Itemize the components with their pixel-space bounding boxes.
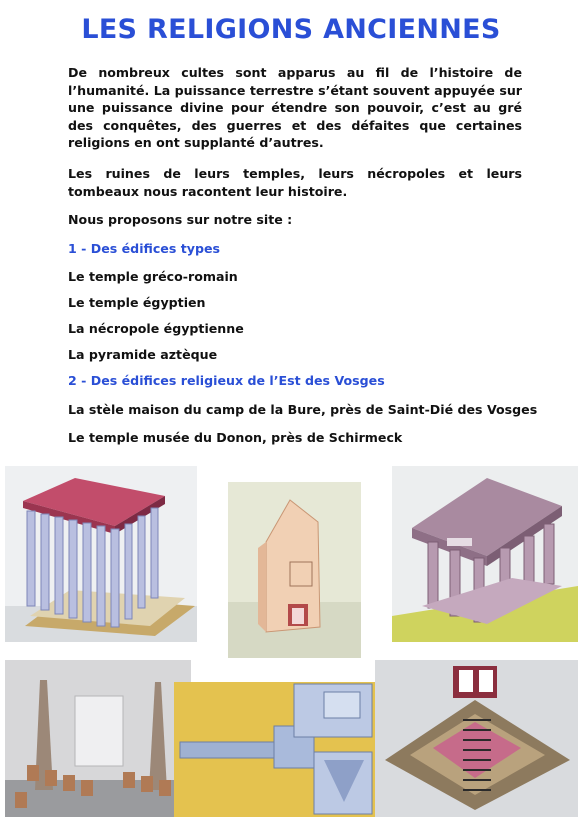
greco-roman-temple-photo xyxy=(5,466,197,642)
list-item: Le temple gréco-romain xyxy=(68,269,238,284)
section1-heading: 1 - Des édifices types xyxy=(68,241,221,256)
list-item: La stèle maison du camp de la Bure, près de Saint-Dié des Vosges xyxy=(68,402,538,417)
list-item: La pyramide aztèque xyxy=(68,347,218,362)
proposal-line: Nous proposons sur notre site : xyxy=(68,212,293,227)
egyptian-temple-photo xyxy=(5,660,191,817)
list-item: Le temple musée du Donon, près de Schirmeck xyxy=(68,430,403,445)
egyptian-necropolis-photo xyxy=(174,682,375,817)
page-title: LES RELIGIONS ANCIENNES xyxy=(81,14,501,45)
aztec-pyramid-photo xyxy=(375,660,578,817)
stele-house-photo xyxy=(228,482,361,658)
donon-temple-photo xyxy=(392,466,578,642)
intro-paragraph: De nombreux cultes sont apparus au fil de l’histoire de l’humanité. La puissance terrestre s’étant souvent appuyée sur une puissance divine pour étendre son pouvoir, c’est au gré des conquêtes, des guerres et des défaites que certaines religions en ont supplanté d’autres. xyxy=(68,65,522,150)
list-item: Le temple égyptien xyxy=(68,295,206,310)
list-item: La nécropole égyptienne xyxy=(68,321,244,336)
section2-heading: 2 - Des édifices religieux de l’Est des Vosges xyxy=(68,373,385,388)
ruins-paragraph: Les ruines de leurs temples, leurs nécropoles et leurs tombeaux nous racontent leur histoire. xyxy=(68,166,522,199)
